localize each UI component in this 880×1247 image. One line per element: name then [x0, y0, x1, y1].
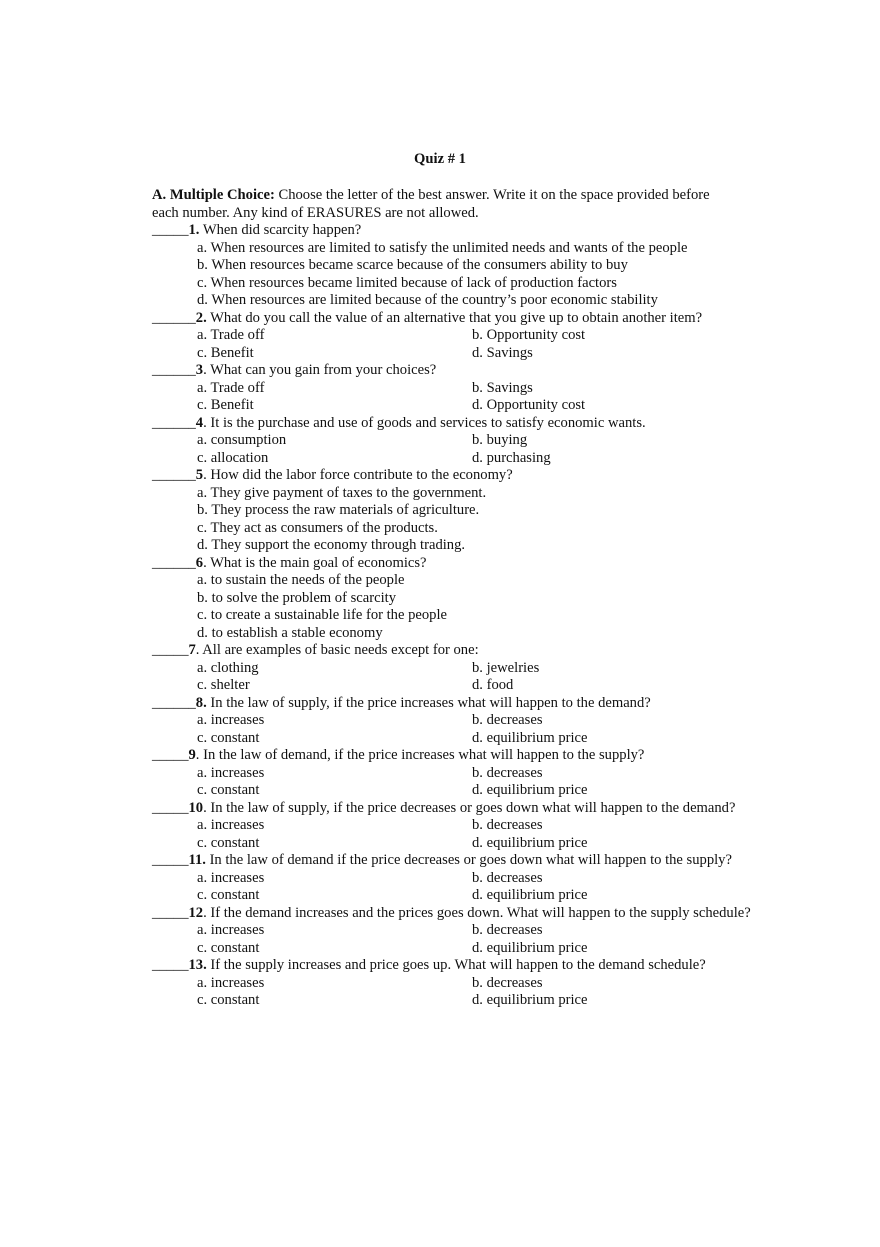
- question-number: 11.: [188, 852, 206, 868]
- answer-blank: ______: [152, 362, 196, 378]
- question-block: [152, 905, 752, 958]
- answer-option: b. decreases: [472, 922, 543, 938]
- question-text: [152, 695, 752, 713]
- question-prompt: . How did the labor force contribute to the economy?: [203, 467, 513, 483]
- question-number: 13.: [188, 957, 207, 973]
- answer-blank: _____: [152, 957, 189, 973]
- question-block: [152, 467, 752, 555]
- answer-option: d. Opportunity cost: [472, 397, 586, 413]
- page-title: Quiz # 1: [414, 151, 466, 167]
- answer-option: c. When resources became limited because of lack of production factors: [197, 274, 617, 291]
- question-number: 2.: [195, 309, 207, 326]
- answer-option: c. Benefit: [197, 397, 254, 413]
- answer-option: c. constant: [197, 782, 260, 798]
- answer-blank: _____: [152, 222, 189, 238]
- question-prompt: . What is the main goal of economics?: [203, 554, 427, 571]
- question-text: [152, 852, 752, 870]
- answer-option: d. purchasing: [472, 449, 551, 466]
- answer-option: d. equilibrium price: [472, 939, 588, 956]
- answer-option: c. allocation: [197, 449, 269, 466]
- answer-blank: _____: [152, 747, 189, 763]
- answer-option: b. to solve the problem of scarcity: [197, 589, 396, 606]
- answer-option: b. Opportunity cost: [472, 327, 586, 343]
- answer-blank: ______: [152, 414, 196, 431]
- question-prompt: What do you call the value of an alternative that you give up to obtain another item?: [206, 309, 703, 326]
- question-text: [152, 800, 752, 818]
- answer-blank: ______: [152, 467, 196, 483]
- answer-options: [152, 485, 752, 555]
- answer-blank: _____: [152, 799, 189, 816]
- answer-option: c. Benefit: [197, 344, 254, 361]
- question-text: [152, 415, 752, 433]
- question-prompt: . It is the purchase and use of goods and services to satisfy economic wants.: [203, 414, 646, 431]
- answer-options: [152, 572, 752, 642]
- answer-option: a. Trade off: [197, 379, 265, 396]
- answer-option: c. constant: [197, 729, 260, 746]
- answer-option: a. They give payment of taxes to the government.: [197, 484, 487, 501]
- question-text: [152, 905, 752, 923]
- answer-option: d. food: [472, 677, 514, 693]
- answer-options: [152, 660, 752, 695]
- answer-blank: _____: [152, 904, 189, 921]
- answer-options: [152, 327, 752, 362]
- question-text: [152, 310, 752, 328]
- instructions-label: A. Multiple Choice:: [152, 187, 275, 203]
- question-number: 8.: [195, 694, 207, 711]
- question-prompt: In the law of demand if the price decreases or goes down what will happen to the supply?: [205, 852, 732, 868]
- answer-option: c. constant: [197, 834, 260, 851]
- answer-options: [152, 975, 752, 1010]
- question-number: 6: [195, 554, 204, 571]
- answer-options: [152, 712, 752, 747]
- question-number: 10: [188, 799, 204, 816]
- question-number: 4: [195, 414, 204, 431]
- question-prompt: . All are examples of basic needs except for one:: [195, 642, 479, 658]
- question-text: [152, 747, 752, 765]
- answer-option: a. increases: [197, 712, 265, 728]
- answer-options: [152, 922, 752, 957]
- question-number: 9: [188, 747, 196, 763]
- answer-options: [152, 240, 752, 310]
- question-text: [152, 957, 752, 975]
- answer-option: b. jewelries: [472, 659, 540, 676]
- instructions-text: Choose the letter of the best answer. Write it on the space provided before each number. Any kind of ERASURES are not allowed.: [152, 187, 710, 221]
- instructions: [152, 187, 732, 222]
- question-number: 7: [188, 642, 196, 658]
- answer-option: c. They act as consumers of the products.: [197, 519, 438, 536]
- answer-option: c. shelter: [197, 677, 250, 693]
- answer-options: [152, 765, 752, 800]
- answer-option: d. equilibrium price: [472, 992, 588, 1008]
- answer-blank: ______: [152, 694, 196, 711]
- question-block: [152, 362, 752, 415]
- answer-option: b. buying: [472, 432, 528, 448]
- question-block: [152, 957, 752, 1010]
- answer-option: c. constant: [197, 992, 260, 1008]
- answer-option: d. They support the economy through trading.: [197, 537, 466, 553]
- answer-options: [152, 432, 752, 467]
- answer-option: c. to create a sustainable life for the people: [197, 607, 448, 623]
- answer-option: a. consumption: [197, 432, 287, 448]
- answer-option: d. equilibrium price: [472, 729, 588, 746]
- answer-blank: _____: [152, 642, 189, 658]
- answer-option: d. equilibrium price: [472, 782, 588, 798]
- answer-option: c. constant: [197, 887, 260, 903]
- answer-option: d. When resources are limited because of the country’s poor economic stability: [197, 292, 658, 308]
- question-prompt: . In the law of demand, if the price increases what will happen to the supply?: [195, 747, 645, 763]
- question-block: [152, 642, 752, 695]
- question-list: [152, 222, 752, 1010]
- question-number: 12: [188, 904, 204, 921]
- question-prompt: When did scarcity happen?: [199, 222, 362, 238]
- answer-option: a. increases: [197, 869, 265, 886]
- answer-option: a. increases: [197, 974, 265, 991]
- question-block: [152, 747, 752, 800]
- answer-option: b. decreases: [472, 764, 543, 781]
- question-number: 3: [195, 362, 204, 378]
- answer-option: b. decreases: [472, 817, 543, 833]
- answer-option: d. Savings: [472, 344, 533, 361]
- answer-blank: ______: [152, 309, 196, 326]
- question-block: [152, 695, 752, 748]
- question-block: [152, 852, 752, 905]
- answer-options: [152, 380, 752, 415]
- question-block: [152, 415, 752, 468]
- answer-option: a. Trade off: [197, 327, 265, 343]
- answer-option: d. to establish a stable economy: [197, 624, 383, 641]
- answer-option: c. constant: [197, 939, 260, 956]
- question-text: [152, 362, 752, 380]
- answer-option: d. equilibrium price: [472, 834, 588, 851]
- question-text: [152, 467, 752, 485]
- answer-option: b. When resources became scarce because of the consumers ability to buy: [197, 257, 628, 273]
- question-number: 1.: [188, 222, 200, 238]
- answer-option: b. They process the raw materials of agriculture.: [197, 502, 480, 518]
- question-text: [152, 222, 752, 240]
- answer-options: [152, 870, 752, 905]
- answer-options: [152, 817, 752, 852]
- question-text: [152, 642, 752, 660]
- answer-option: b. decreases: [472, 869, 543, 886]
- answer-option: a. increases: [197, 922, 265, 938]
- answer-option: a. to sustain the needs of the people: [197, 572, 405, 588]
- question-prompt: If the supply increases and price goes up. What will happen to the demand schedule?: [206, 957, 706, 973]
- question-number: 5: [195, 467, 204, 483]
- answer-blank: _____: [152, 852, 189, 868]
- question-prompt: . In the law of supply, if the price decreases or goes down what will happen to the demand?: [203, 799, 736, 816]
- answer-blank: ______: [152, 554, 196, 571]
- answer-option: a. increases: [197, 764, 265, 781]
- answer-option: d. equilibrium price: [472, 887, 588, 903]
- question-block: [152, 555, 752, 643]
- answer-option: b. decreases: [472, 974, 543, 991]
- question-prompt: . If the demand increases and the prices goes down. What will happen to the supply schedule?: [203, 904, 751, 921]
- answer-option: b. Savings: [472, 379, 533, 396]
- answer-option: a. clothing: [197, 659, 259, 676]
- answer-option: a. increases: [197, 817, 265, 833]
- question-text: [152, 555, 752, 573]
- question-block: [152, 310, 752, 363]
- question-prompt: In the law of supply, if the price increases what will happen to the demand?: [206, 694, 651, 711]
- question-block: [152, 800, 752, 853]
- question-prompt: . What can you gain from your choices?: [203, 362, 437, 378]
- question-block: [152, 222, 752, 310]
- answer-option: a. When resources are limited to satisfy the unlimited needs and wants of the people: [197, 239, 688, 256]
- answer-option: b. decreases: [472, 712, 543, 728]
